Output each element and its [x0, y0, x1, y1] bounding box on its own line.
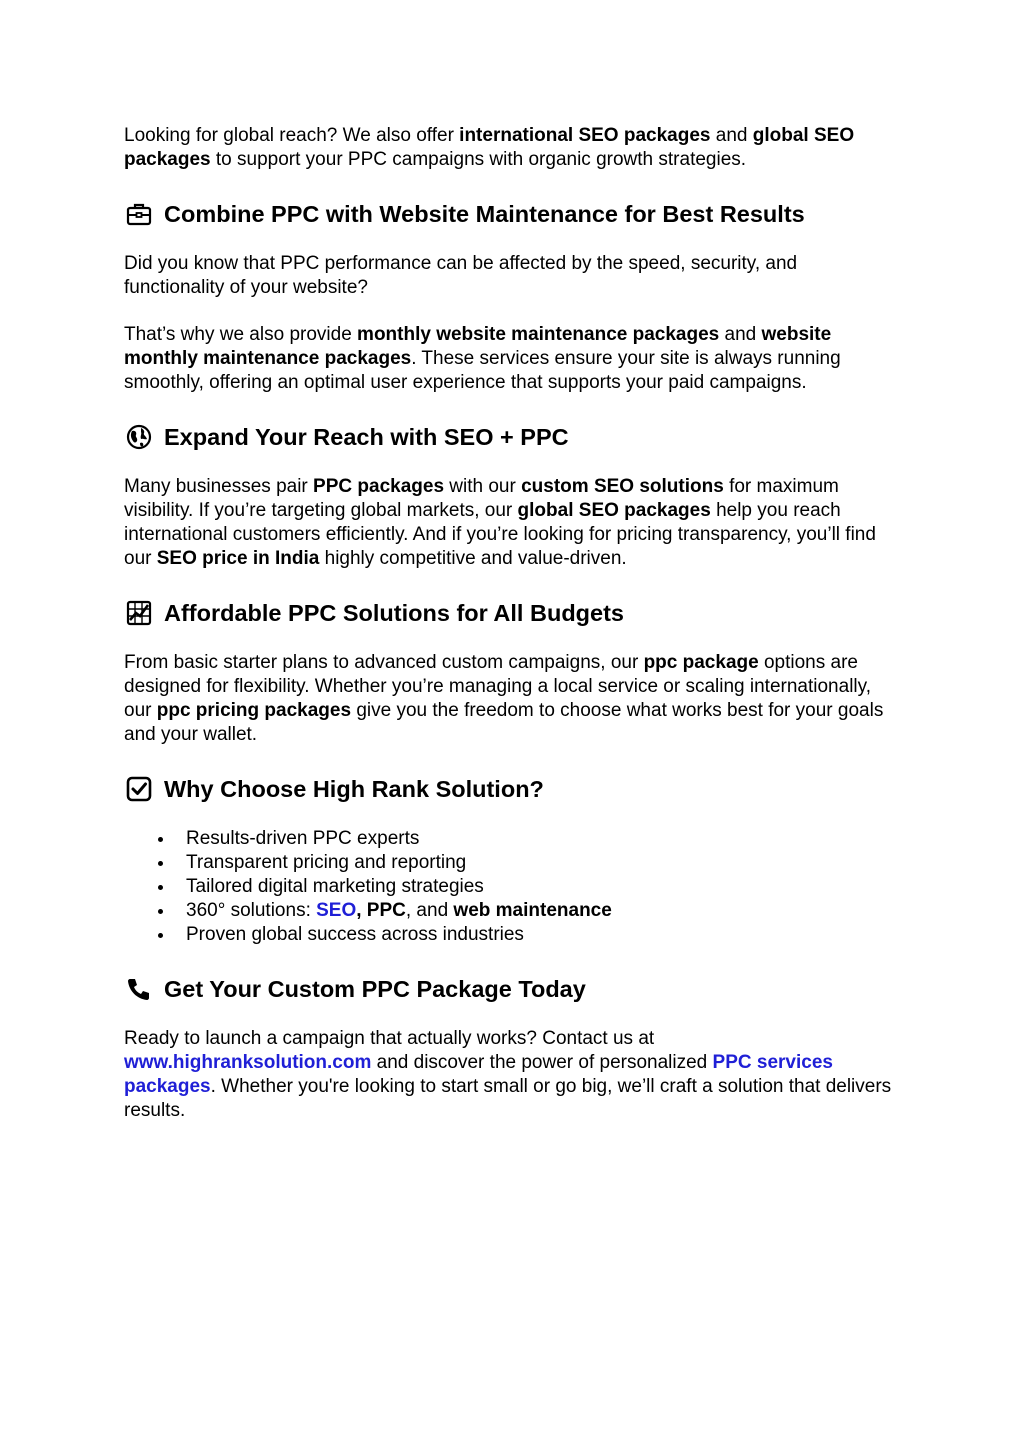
list-item: Transparent pricing and reporting: [124, 851, 899, 875]
text-run: 360° solutions:: [186, 900, 317, 921]
bold-run: web maintenance: [453, 900, 612, 921]
text-run: give you the freedom to choose what works best for your goals and your wallet.: [124, 700, 884, 745]
bold-run: SEO price in India: [156, 548, 320, 569]
text-run: and: [719, 324, 762, 345]
paragraph: [124, 323, 899, 395]
bold-run: , PPC: [356, 900, 406, 921]
text-run: to support your PPC campaigns with organic growth strategies.: [210, 149, 747, 170]
paragraph: Did you know that PPC performance can be affected by the speed, security, and functionality of your website?: [124, 253, 798, 298]
intro-paragraph: [124, 124, 899, 172]
text-run: Looking for global reach? We also offer: [124, 125, 460, 146]
heading-cta: [124, 974, 899, 1004]
text-run: help you reach international customers efficiently. And if you’re looking for pricing transparency, you’ll find our: [124, 500, 876, 569]
text-run: From basic starter plans to advanced custom campaigns, our: [124, 652, 644, 673]
text-run: Ready to launch a campaign that actually works? Contact us at: [124, 1028, 655, 1049]
phone-icon: [124, 974, 154, 1004]
seo-link[interactable]: SEO: [316, 900, 357, 921]
bold-run: ppc package: [643, 652, 759, 673]
globe-icon: [124, 422, 154, 452]
bold-run: PPC packages: [313, 476, 445, 497]
website-link[interactable]: www.highranksolution.com: [124, 1052, 372, 1073]
paragraph: [124, 475, 899, 571]
check-box-icon: [124, 774, 154, 804]
text-run: , and: [405, 900, 454, 921]
bold-run: monthly website maintenance packages: [357, 324, 720, 345]
heading-text: Combine PPC with Website Maintenance for Best Results: [164, 201, 805, 227]
heading-maintenance: [124, 199, 899, 229]
list-item: Results-driven PPC experts: [124, 827, 899, 851]
text-run: . Whether you're looking to start small or go big, we’ll craft a solution that delivers results.: [124, 1076, 892, 1121]
chart-icon: [124, 598, 154, 628]
text-run: options are designed for flexibility. Whether you’re managing a local service or scaling internationally, our: [124, 652, 872, 721]
heading-text: Affordable PPC Solutions for All Budgets: [164, 600, 624, 626]
heading-why: [124, 774, 899, 804]
ppc-services-link[interactable]: PPC services packages: [124, 1052, 833, 1097]
text-run: for maximum visibility. If you’re targeting global markets, our: [124, 476, 839, 521]
bold-run: global SEO packages: [517, 500, 711, 521]
list-item: Proven global success across industries: [124, 923, 899, 947]
text-run: highly competitive and value-driven.: [319, 548, 627, 569]
heading-reach: [124, 422, 899, 452]
text-run: Many businesses pair: [124, 476, 314, 497]
text-run: with our: [444, 476, 522, 497]
list-item: [124, 899, 899, 923]
bold-run: ppc pricing packages: [156, 700, 352, 721]
bold-run: global SEO packages: [124, 125, 855, 170]
briefcase-icon: [124, 199, 154, 229]
list-item: Tailored digital marketing strategies: [124, 875, 899, 899]
heading-text: Why Choose High Rank Solution?: [164, 776, 544, 802]
text-run: and discover the power of personalized: [371, 1052, 713, 1073]
heading-text: Expand Your Reach with SEO + PPC: [164, 424, 569, 450]
bold-run: website monthly maintenance packages: [124, 324, 832, 369]
text-run: That’s why we also provide: [124, 324, 358, 345]
document-page: [124, 124, 899, 1123]
bullet-list: [124, 827, 899, 947]
bold-run: custom SEO solutions: [521, 476, 724, 497]
heading-affordable: [124, 598, 899, 628]
text-run: . These services ensure your site is always running smoothly, offering an optimal user experience that supports your paid campaigns.: [124, 348, 841, 393]
bold-run: international SEO packages: [459, 125, 711, 146]
text-run: and: [710, 125, 753, 146]
paragraph: [124, 1027, 899, 1123]
paragraph: [124, 651, 899, 747]
heading-text: Get Your Custom PPC Package Today: [164, 976, 586, 1002]
